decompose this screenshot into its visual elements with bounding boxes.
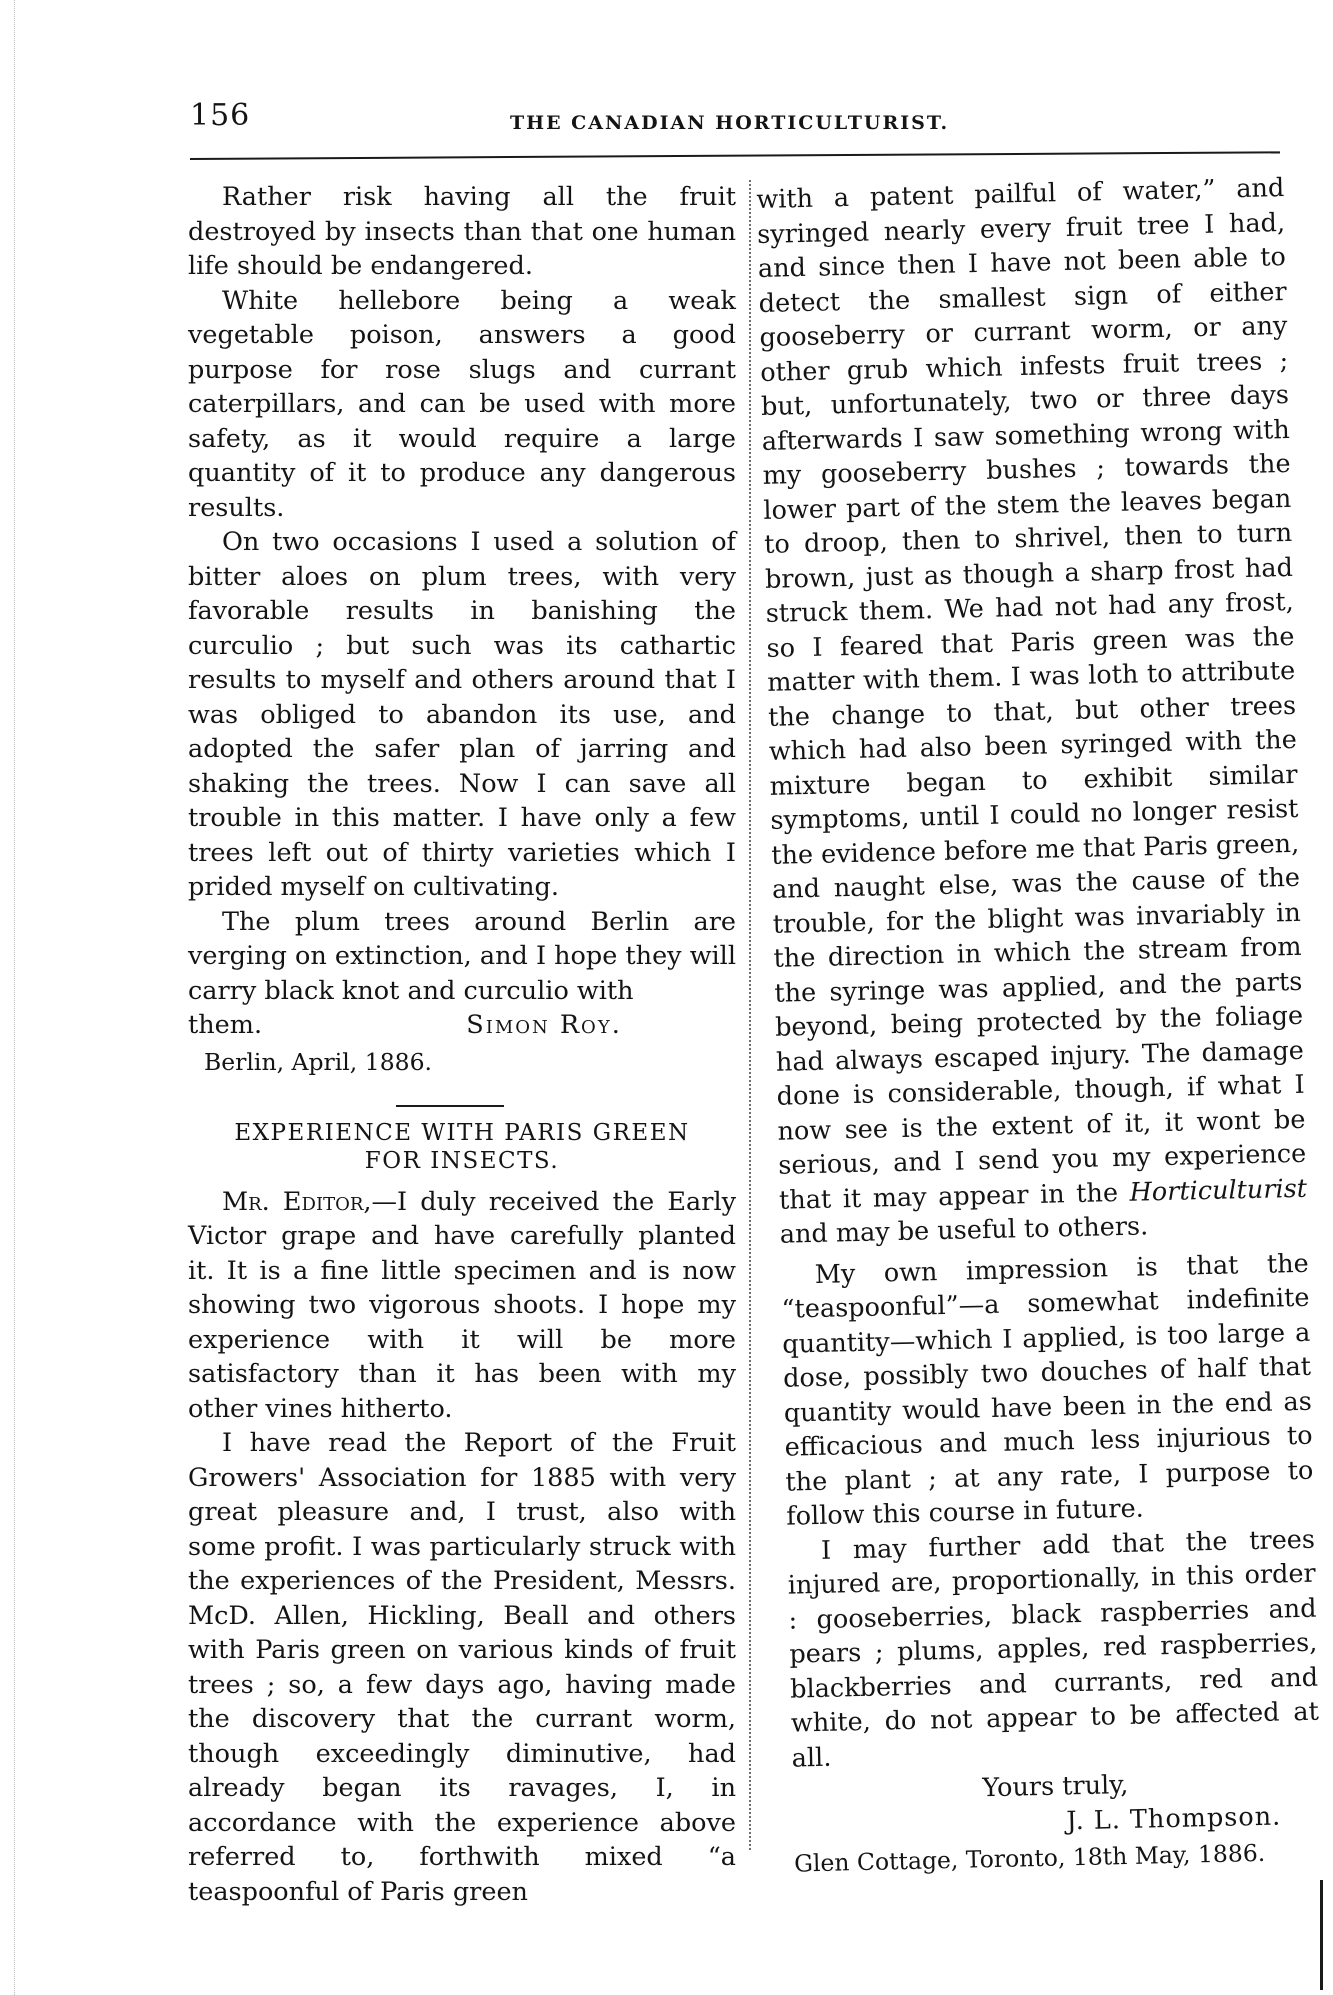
- journal-title: Horticulturist: [1129, 1173, 1308, 1208]
- running-head: THE CANADIAN HORTICULTURIST.: [510, 112, 950, 134]
- paragraph: I have read the Report of the Fruit Growers' Association for 1885 with very great pleasure and, I trust, also with some profit. I was particularly struck with the experiences of the President, Messrs. McD. Allen, Hickling, Beall and others with Paris green on various kinds of fruit trees ; so, a few days ago, having made the discovery that the currant worm, though exceedingly diminutive, had already began its ravages, I, in accordance with the experience above referred to, forthwith mixed “a teaspoonful of Paris green: [188, 1428, 736, 1907]
- article-title-line: FOR INSECTS.: [364, 1147, 560, 1174]
- article-title: [188, 1119, 736, 1175]
- right-column: [756, 171, 1322, 1881]
- article-title-line: EXPERIENCE WITH PARIS GREEN: [234, 1119, 690, 1146]
- paragraph-end: them.: [188, 1010, 263, 1040]
- paragraph: Rather risk having all the fruit destroyed by insects than that one human life should be endangered.: [188, 182, 736, 281]
- scan-edge-shadow: [0, 0, 15, 1995]
- left-column: [188, 180, 736, 1909]
- paragraph: [188, 1185, 736, 1427]
- scan-edge-mark: [1320, 1880, 1323, 1990]
- header-rule: [190, 151, 1280, 160]
- paragraph: The plum trees around Berlin are verging on extinction, and I hope they will carry black knot and curculio with: [188, 906, 736, 1006]
- salutation: Mr. Editor,: [222, 1186, 372, 1217]
- author-signature: J. L. Thompson.: [1066, 1801, 1282, 1836]
- paragraph: My own impression is that the “teaspoonful”—a somewhat indefinite quantity—which I applied, is too large a dose, possibly two douches of half that quantity would have been in the end as efficacious and much less injurious to the plant ; at any rate, I purpose to follow this course in future.: [781, 1248, 1314, 1532]
- closing: Yours truly,: [982, 1769, 1129, 1804]
- paragraph-text: —I duly received the Early Victor grape and have carefully planted it. It is a fine little specimen and is now showing two vigorous shoots. I hope my experience with it will be more satisfactory than it has been with my other vines hitherto.: [188, 1186, 737, 1424]
- dateline: Berlin, April, 1886.: [204, 1047, 433, 1076]
- section-divider: [396, 1105, 504, 1107]
- paragraph-text: with a patent pailful of water,” and syringed nearly every fruit tree I had, and since then I have not been able to detect the smallest sign of either gooseberry or currant worm, or any other grub which infests fruit trees ; but, unfortunately, two or three days afterwards I saw something wrong with my gooseberry bushes ; towards the lower part of the stem the leaves began to droop, then to shrivel, then to turn brown, just as though a sharp frost had struck them. We had not had any frost, so I feared that Paris green was the matter with them. I was loth to attribute the change to that, but other trees which had also been syringed with the mixture began to exhibit similar symptoms, until I could no longer resist the evidence before me that Paris green, and naught else, was the cause of the trouble, for the blight was invariably in the direction in which the stream from the syringe was applied, and the parts beyond, being protected by the foliage had always escaped injury. The damage done is considerable, though, if what I now see is the extent of it, it wont be serious, and I send you my experience that it may appear in the: [756, 173, 1307, 1216]
- paragraph: White hellebore being a weak vegetable poison, answers a good purpose for rose slugs and currant caterpillars, and can be used with more safety, as it would require a large quantity of it to produce any dangerous results.: [188, 285, 736, 523]
- dateline: Glen Cottage, Toronto, 18th May, 1886.: [793, 1838, 1266, 1878]
- page-number: 156: [190, 98, 251, 133]
- author-signature: Simon Roy.: [466, 1010, 622, 1040]
- paragraph: [756, 171, 1308, 1252]
- column-divider: [749, 180, 751, 1850]
- paragraph-text: and may be useful to others.: [779, 1211, 1149, 1250]
- paragraph: I may further add that the trees injured are, proportionally, in this order : gooseberries, black raspberries and pears ; plums, apples, red raspberries, blackberries and currants, red and white, do not appear to be affected at all.: [787, 1524, 1320, 1774]
- signature-row: [188, 1008, 736, 1043]
- paragraph: On two occasions I used a solution of bitter aloes on plum trees, with very favorable results in banishing the curculio ; but such was its cathartic results to myself and others around that I was obliged to abandon its use, and adopted the safer plan of jarring and shaking the trees. Now I can save all trouble in this matter. I have only a few trees left out of thirty varieties which I prided myself on cultivating.: [188, 527, 736, 902]
